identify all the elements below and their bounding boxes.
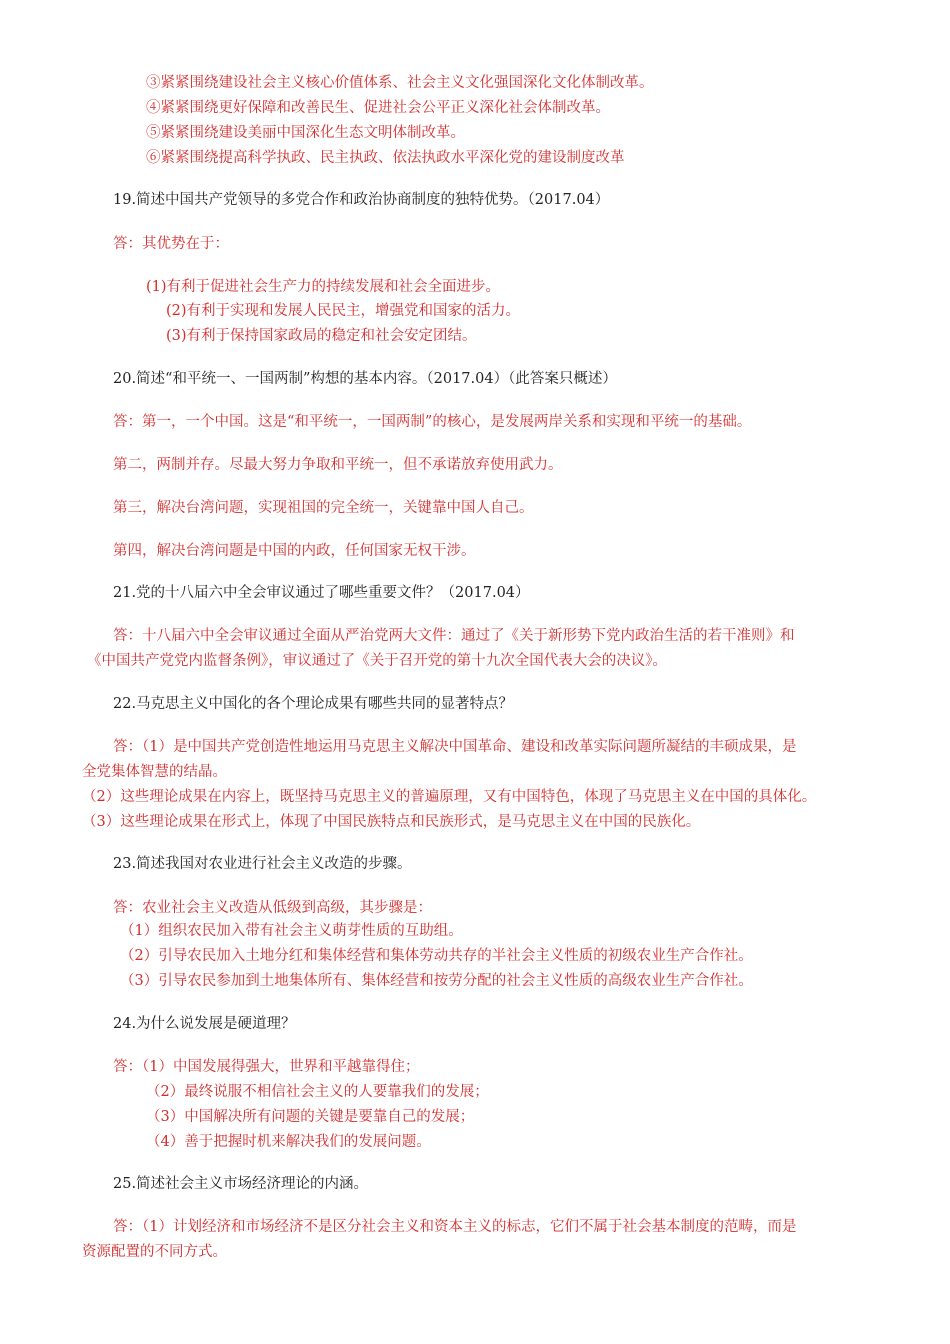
answer-22-line: （3）这些理论成果在形式上，体现了中国民族特点和民族形式，是马克思主义在中国的民族化。 [82,814,701,830]
answer-24-line: （3）中国解决所有问题的关键是要靠自己的发展； [146,1109,475,1125]
question-23: 23.简述我国对农业进行社会主义改造的步骤。 [113,856,412,872]
answer-20-line: 答：第一，一个中国。这是“和平统一，一国两制”的核心，是发展两岸关系和实现和平统一的基础。 [113,414,752,430]
answer-22-line: （2）这些理论成果在内容上，既坚持马克思主义的普遍原理，又有中国特色，体现了马克思主义在中国的具体化。 [82,789,817,805]
answer-22-line: 答：（1）是中国共产党创造性地运用马克思主义解决中国革命、建设和改革实际问题所凝结的丰硕成果，是 [113,739,797,755]
answer-22-line: 全党集体智慧的结晶。 [82,764,227,780]
answer-24-line: 答：（1）中国发展得强大，世界和平越靠得住； [113,1059,420,1075]
answer-20-line: 第四，解决台湾问题是中国的内政，任何国家无权干涉。 [113,543,476,559]
answer-19-item: (3)有利于保持国家政局的稳定和社会安定团结。 [166,328,477,344]
answer-21-line: 答：十八届六中全会审议通过全面从严治党两大文件：通过了《关于新形势下党内政治生活的若干准则》和 [113,628,795,644]
question-20: 20.简述“和平统一、一国两制”构想的基本内容。（2017.04）（此答案只概述） [113,371,617,387]
question-21: 21.党的十八届六中全会审议通过了哪些重要文件？（2017.04） [113,585,530,601]
answer-20-line: 第二，两制并存。尽最大努力争取和平统一，但不承诺放弃使用武力。 [113,457,563,473]
list-item: ③紧紧围绕建设社会主义核心价值体系、社会主义文化强国深化文化体制改革。 [146,75,654,91]
answer-24-line: （2）最终说服不相信社会主义的人要靠我们的发展； [146,1084,489,1100]
answer-25-line: 答：（1）计划经济和市场经济不是区分社会主义和资本主义的标志，它们不属于社会基本制度的范畴，而是 [113,1219,797,1235]
answer-19-item: (1)有利于促进社会生产力的持续发展和社会全面进步。 [146,279,501,295]
question-22: 22.马克思主义中国化的各个理论成果有哪些共同的显著特点？ [113,696,514,712]
answer-23-line: （1）组织农民加入带有社会主义萌芽性质的互助组。 [120,923,463,939]
answer-25-line: 资源配置的不同方式。 [82,1244,227,1260]
answer-24-line: （4）善于把握时机来解决我们的发展问题。 [146,1134,431,1150]
answer-19-item: (2)有利于实现和发展人民民主，增强党和国家的活力。 [166,303,521,319]
answer-19-lead: 答：其优势在于： [113,236,229,252]
list-item: ⑤紧紧围绕建设美丽中国深化生态文明体制改革。 [146,125,465,141]
answer-20-line: 第三，解决台湾问题，实现祖国的完全统一，关键靠中国人自己。 [113,500,534,516]
answer-23-line: （3）引导农民参加到土地集体所有、集体经营和按劳分配的社会主义性质的高级农业生产合作社。 [120,973,753,989]
list-item: ⑥紧紧围绕提高科学执政、民主执政、依法执政水平深化党的建设制度改革 [146,150,625,166]
answer-23-line: 答：农业社会主义改造从低级到高级，其步骤是： [113,900,432,916]
answer-23-line: （2）引导农民加入土地分红和集体经营和集体劳动共存的半社会主义性质的初级农业生产合作社。 [120,948,753,964]
question-25: 25.简述社会主义市场经济理论的内涵。 [113,1176,369,1192]
question-19: 19.简述中国共产党领导的多党合作和政治协商制度的独特优势。（2017.04） [113,192,610,208]
answer-21-line: 《中国共产党党内监督条例》，审议通过了《关于召开党的第十九次全国代表大会的决议》。 [87,653,667,669]
question-24: 24.为什么说发展是硬道理？ [113,1016,296,1032]
list-item: ④紧紧围绕更好保障和改善民生、促进社会公平正义深化社会体制改革。 [146,100,610,116]
